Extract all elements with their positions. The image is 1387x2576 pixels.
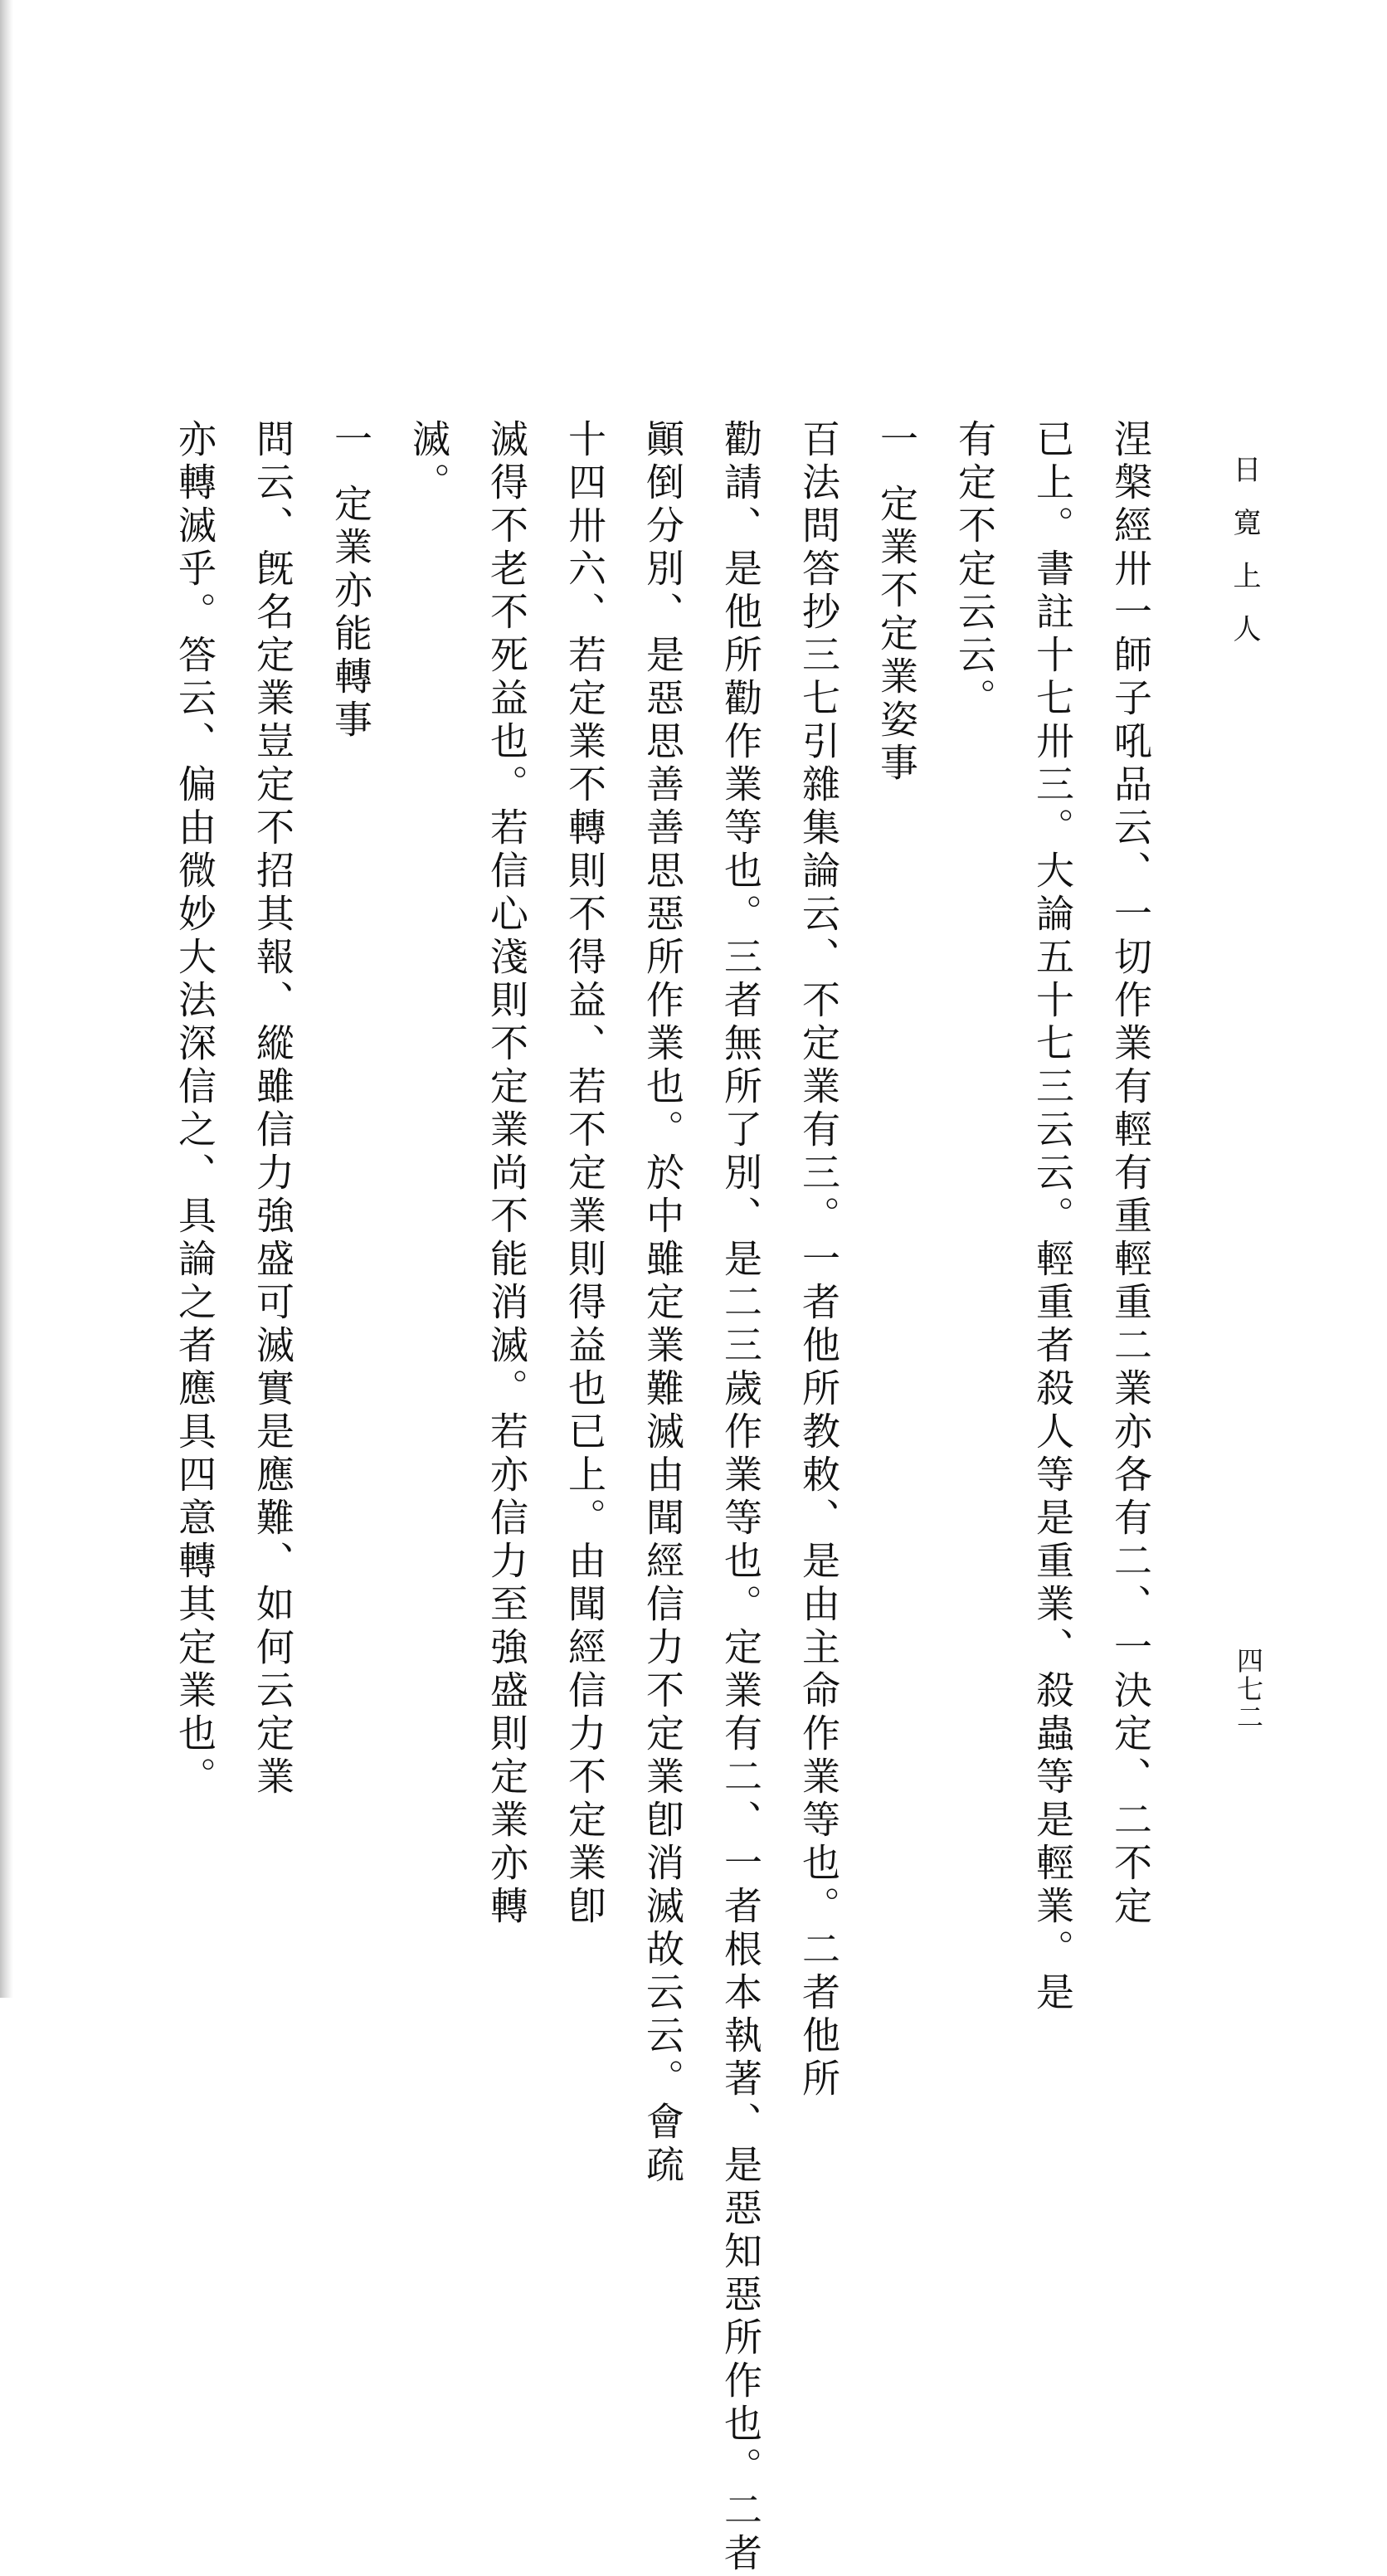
text-line: 問云、旣名定業豈定不招其報、縱雖信力強盛可滅實是應難、如何云定業 — [251, 419, 295, 1799]
text-line: 百法問答抄三七引雜集論云、不定業有三。一者他所教敕、是由主命作業等也。二者他所 — [796, 419, 841, 2101]
scan-edge — [0, 0, 13, 1998]
text-line: 亦轉滅乎。答云、偏由微妙大法深信之、具論之者應具四意轉其定業也。 — [173, 419, 217, 1799]
text-line: 有定不定云云。 — [952, 419, 997, 721]
heading-text: 定業亦能轉事 — [328, 484, 373, 743]
running-header: 日寛上人 — [1228, 455, 1261, 667]
text-line: 十四卅六、若定業不轉則不得益、若不定業則得益也已上。由聞經信力不定業卽 — [562, 419, 607, 1929]
heading-mark: 一 — [874, 419, 919, 462]
text-line: 已上。書註十七卅三。大論五十七三云云。輕重者殺人等是重業、殺蟲等是輕業。是 — [1030, 419, 1075, 2015]
text-line: 滅。 — [406, 419, 451, 505]
text-line: 滅得不老不死益也。若信心淺則不定業尚不能消滅。若亦信力至強盛則定業亦轉 — [484, 419, 529, 1929]
section-heading — [312, 419, 390, 1863]
heading-text: 定業不定業姿事 — [874, 484, 919, 786]
heading-mark: 一 — [328, 419, 373, 462]
text-line: 勸請、是他所勸作業等也。三者無所了別、是二三歲作業等也。定業有二、一者根本執著、是惡知惡所作也。二者 — [718, 419, 763, 2576]
text-line: 涅槃經卅一師子吼品云、一切作業有輕有重輕重二業亦各有二、一決定、二不定 — [1108, 419, 1153, 1929]
page-number: 四七二 — [1233, 1647, 1264, 1731]
text-line: 顚倒分別、是惡思善善思惡所作業也。於中雖定業難滅由聞經信力不定業卽消滅故云云。會疏 — [640, 419, 685, 2188]
section-heading — [858, 419, 936, 1863]
body-text — [173, 419, 1170, 2576]
